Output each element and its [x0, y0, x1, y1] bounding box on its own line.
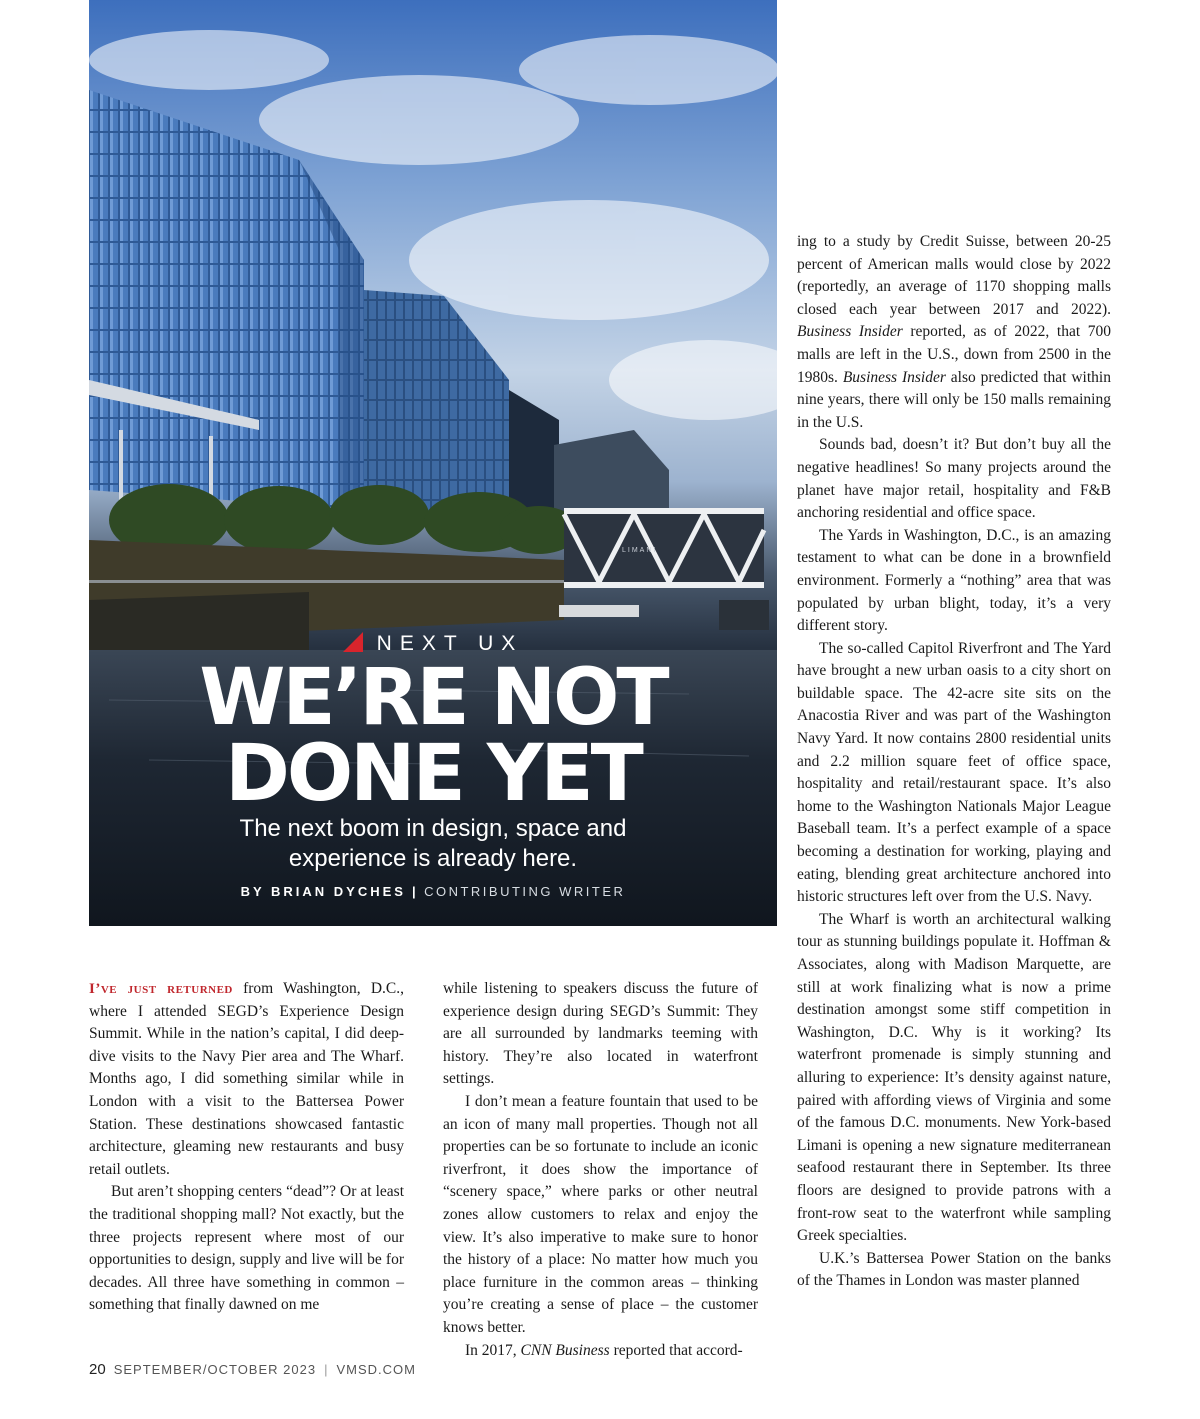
byline-author: BY BRIAN DYCHES	[240, 884, 406, 899]
publication-name: Business Insider	[797, 323, 903, 341]
sign-text: LIMANI	[622, 547, 658, 554]
byline	[89, 884, 777, 899]
headline	[89, 653, 777, 819]
site-name: VMSD.COM	[336, 1362, 416, 1377]
paragraph: The Yards in Washington, D.C., is an amazing testament to what can be done in a brownfield environment. Formerly a “nothing” area that was populated by urban blight, today, it’s a very different story.	[797, 526, 1111, 635]
article-column-1	[89, 978, 404, 1317]
deck-line-2: experience is already here.	[288, 845, 578, 872]
lead-in: I’ve just returned	[89, 981, 233, 997]
footer-separator: |	[324, 1362, 329, 1377]
article-column-2	[443, 978, 758, 1362]
page-footer	[89, 1361, 416, 1378]
deck	[89, 814, 777, 874]
article-column-3	[797, 231, 1111, 1293]
publication-name: CNN Business	[520, 1341, 610, 1359]
paragraph: U.K.’s Battersea Power Station on the banks of the Thames in London was master planned	[797, 1249, 1111, 1290]
paragraph: I’ve just returned from Washington, D.C., where I attended SEGD’s Experience Design Summit. While in the nation’s capital, I did deep-dive visits to the Navy Pier area and The Wharf. Months ago, I did something similar while in London with a visit to the Battersea Power Station. These destinations showcased fantastic architecture, gleaming new restaurants and busy retail outlets.	[89, 980, 404, 1178]
paragraph: I don’t mean a feature fountain that used to be an icon of many mall properties. Though not all properties can be so fortunate to include an iconic riverfront, it does show the importance of “scenery space,” where parks or other neutral zones allow customers to relax and enjoy the view. It’s also imperative to make sure to honor the history of a place: No matter how much you place furniture in the common areas – thinking you’re creating a sense of place – the customer knows better.	[443, 1092, 758, 1336]
paragraph: But aren’t shopping centers “dead”? Or at least the traditional shopping mall? Not exactly, but the three projects represent where most of our opportunities to design, supply and live will be for decades. All three have something in common – something that finally dawned on me	[89, 1183, 404, 1314]
paragraph: In 2017, CNN Business reported that accord-	[465, 1341, 743, 1359]
deck-line-1: The next boom in design, space and	[239, 815, 627, 842]
dock	[559, 605, 639, 617]
page-number: 20	[89, 1361, 106, 1378]
triangle-icon	[343, 632, 363, 652]
paragraph: ing to a study by Credit Suisse, between 20-25 percent of American malls would close by 2022 (reportedly, an average of 1170 shopping malls closed each year between 2017 and 2022). Business Insider reported, as of 2022, that 700 malls are left in the U.S., down from 2500 in the 1980s. Business Insider also predicted that within nine years, there will only be 150 malls remaining in the U.S.	[797, 233, 1111, 431]
pavilion-limani	[564, 508, 764, 588]
paragraph: Sounds bad, doesn’t it? But don’t buy all the negative headlines! So many projects around the planet have major retail, hospitality and F&B anchoring residential and office space.	[797, 436, 1111, 522]
hero-photo	[89, 0, 777, 926]
section-kicker: NEXT UX	[89, 632, 777, 656]
publication-name: Business Insider	[842, 368, 946, 386]
headline-line-1: WE’RE NOT	[199, 653, 667, 743]
paragraph: while listening to speakers discuss the future of experience design during SEGD’s Summit: They are all surrounded by landmarks teeming with history. They’re also located in waterfront settings.	[443, 980, 758, 1088]
paragraph: The so-called Capitol Riverfront and The Yard have brought a new urban oasis to a city short on buildable space. The 42-acre site sits on the Anacostia River and was part of the Washington Navy Yard. It now contains 2800 residential units and 2.2 million square feet of office space, hospitality and retail/restaurant space. It’s also home to the Washington Nationals Major League Baseball team. It’s a perfect example of a space becoming a destination for working, playing and eating, blending great architecture anchored into historic structures left over from the U.S. Navy.	[797, 639, 1111, 906]
issue-date: SEPTEMBER/OCTOBER 2023	[113, 1362, 317, 1377]
paragraph: The Wharf is worth an architectural walking tour as stunning buildings populate it. Hoffman & Associates, along with Madison Marquette, are still at work finalizing what is now a prime destination amongst some stiff competition in Washington, D.C. Why is it working? Its waterfront promenade is simply stunning and alluring to experience: It’s density against nature, paired with affording views of Virginia and some of the famous D.C. monuments. New York-based Limani is opening a new signature mediterranean seafood restaurant there in September. Its three floors are designed to provide patrons with a front-row seat to the waterfront while sampling Greek specialties.	[797, 910, 1111, 1245]
byline-role: CONTRIBUTING WRITER	[424, 884, 626, 899]
byline-separator: |	[411, 884, 419, 899]
headline-line-2: DONE YET	[225, 729, 641, 819]
